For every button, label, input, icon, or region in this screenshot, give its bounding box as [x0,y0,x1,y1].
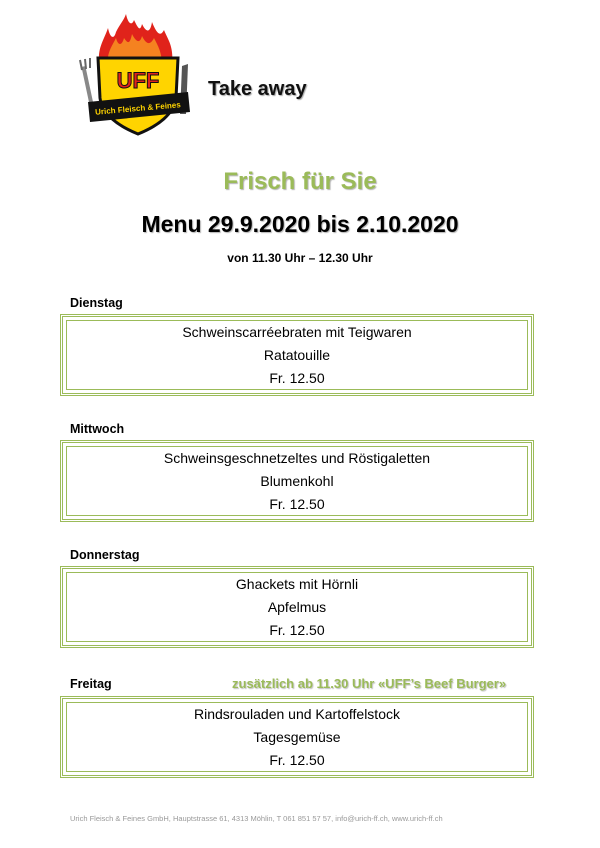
headline: Frisch für Sie [223,168,377,195]
dish-side: Blumenkohl [260,472,334,489]
dish-main: Schweinscarréebraten mit Teigwaren [182,323,412,340]
takeaway-label: Take away [208,78,307,100]
menu-box-mittwoch [60,440,534,522]
menu-box-donnerstag [60,566,534,648]
footer-contact: Urich Fleisch & Feines GmbH, Hauptstrasse 61, 4313 Möhlin, T 061 851 57 57, info@urich-ff.ch, www.urich-ff.ch [70,814,443,823]
dish-side: Ratatouille [263,346,331,363]
dish-main: Ghackets mit Hörnli [235,575,359,592]
dish-side: Tagesgemüse [253,728,341,745]
day-label-mittwoch: Mittwoch [70,422,125,436]
dish-side: Apfelmus [267,598,327,615]
dish-price: Fr. 12.50 [269,621,325,638]
dish-main: Rindsrouladen und Kartoffelstock [194,705,400,722]
opening-hours: von 11.30 Uhr – 12.30 Uhr [227,251,373,265]
dish-main: Schweinsgeschnetzeltes und Röstigaletten [163,449,431,466]
friday-extra-note: zusätzlich ab 11.30 Uhr «UFF’s Beef Burger» [232,676,507,691]
menu-box-freitag [60,696,534,778]
dish-price: Fr. 12.50 [269,369,325,386]
uff-logo [78,14,198,136]
dish-price: Fr. 12.50 [269,495,325,512]
menu-box-dienstag [60,314,534,396]
day-label-dienstag: Dienstag [70,296,123,310]
day-label-donnerstag: Donnerstag [70,548,140,562]
menu-title: Menu 29.9.2020 bis 2.10.2020 [141,211,459,237]
logo-banner-text: Urich Fleisch & Feines [94,100,182,117]
logo-mark-text: UFF [116,68,160,93]
dish-price: Fr. 12.50 [269,751,325,768]
day-label-freitag: Freitag [70,677,112,691]
